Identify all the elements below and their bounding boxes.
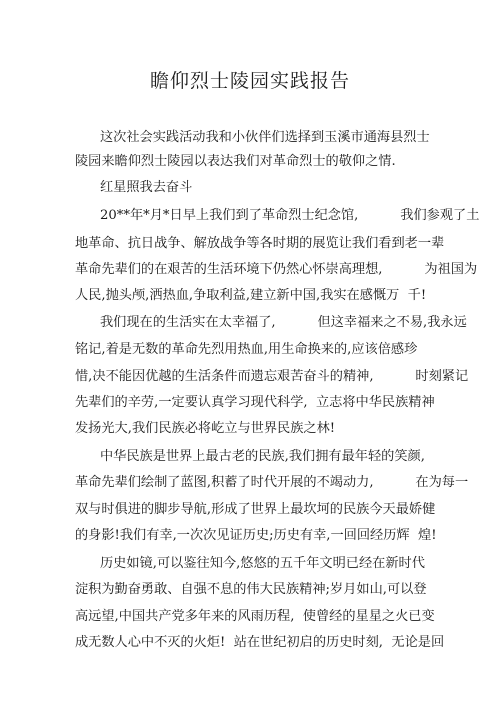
paragraph-line: 革命先辈们绘制了蓝图,积蓄了时代开展的不竭动力, 在为每一	[75, 475, 469, 490]
paragraph-line: 淀积为勤奋勇敢、自强不息的伟大民族精神;岁月如山,可以登	[75, 582, 427, 597]
paragraph-line: 20**年*月*日早上我们到了革命烈士纪念馆, 我们参观了土	[100, 208, 480, 223]
paragraph-line: 高远望,中国共产党多年来的风雨历程, 使曾经的星星之火已变	[75, 609, 435, 624]
paragraph-line: 历史如镜,可以鉴往知今,悠悠的五千年文明已经在新时代	[100, 556, 425, 571]
paragraph-line: 革命先辈们的在艰苦的生活环境下仍然心怀崇高理想, 为祖国为	[75, 262, 478, 277]
paragraph-line: 地革命、抗日战争、解放战争等各时期的展览让我们看到老一辈	[75, 236, 445, 251]
paragraph-line: 双与时俱进的脚步导航,形成了世界上最坎坷的民族今天最娇健	[75, 502, 436, 517]
paragraph-line: 惜,决不能因优越的生活条件而遗忘艰苦奋斗的精神, 时刻紧记	[75, 369, 469, 384]
paragraph-line: 铭记,着是无数的革命先烈用热血,用生命换来的,应该倍感珍	[75, 342, 418, 357]
section-heading: 红星照我去奋斗	[100, 180, 193, 195]
paragraph-line: 人民,抛头颅,洒热血,争取利益,建立新中国,我实在感慨万 千!	[75, 288, 427, 303]
page-title: 瞻仰烈士陵园实践报告	[149, 70, 350, 92]
paragraph-line: 这次社会实践活动我和小伙伴们选择到玉溪市通海县烈士	[100, 130, 430, 145]
paragraph-line: 发扬光大,我们民族必将屹立与世界民族之林!	[75, 421, 336, 436]
paragraph-line: 成无数人心中不灭的火炬! 站在世纪初启的历史时刻, 无论是回	[75, 635, 445, 650]
paragraph-line: 中华民族是世界上最古老的民族,我们拥有最年轻的笑颜,	[100, 449, 425, 464]
paragraph-line: 我们现在的生活实在太幸福了, 但这幸福来之不易,我永远	[100, 315, 467, 330]
paragraph-line: 先辈们的辛劳,一定要认真学习现代科学, 立志将中华民族精神	[75, 395, 435, 410]
paragraph-line: 陵园来瞻仰烈士陵园以表达我们对革命烈士的敬仰之情.	[75, 154, 396, 169]
paragraph-line: 的身影!我们有幸,一次次见证历史;历史有幸,一回回经历辉 煌!	[75, 528, 437, 543]
